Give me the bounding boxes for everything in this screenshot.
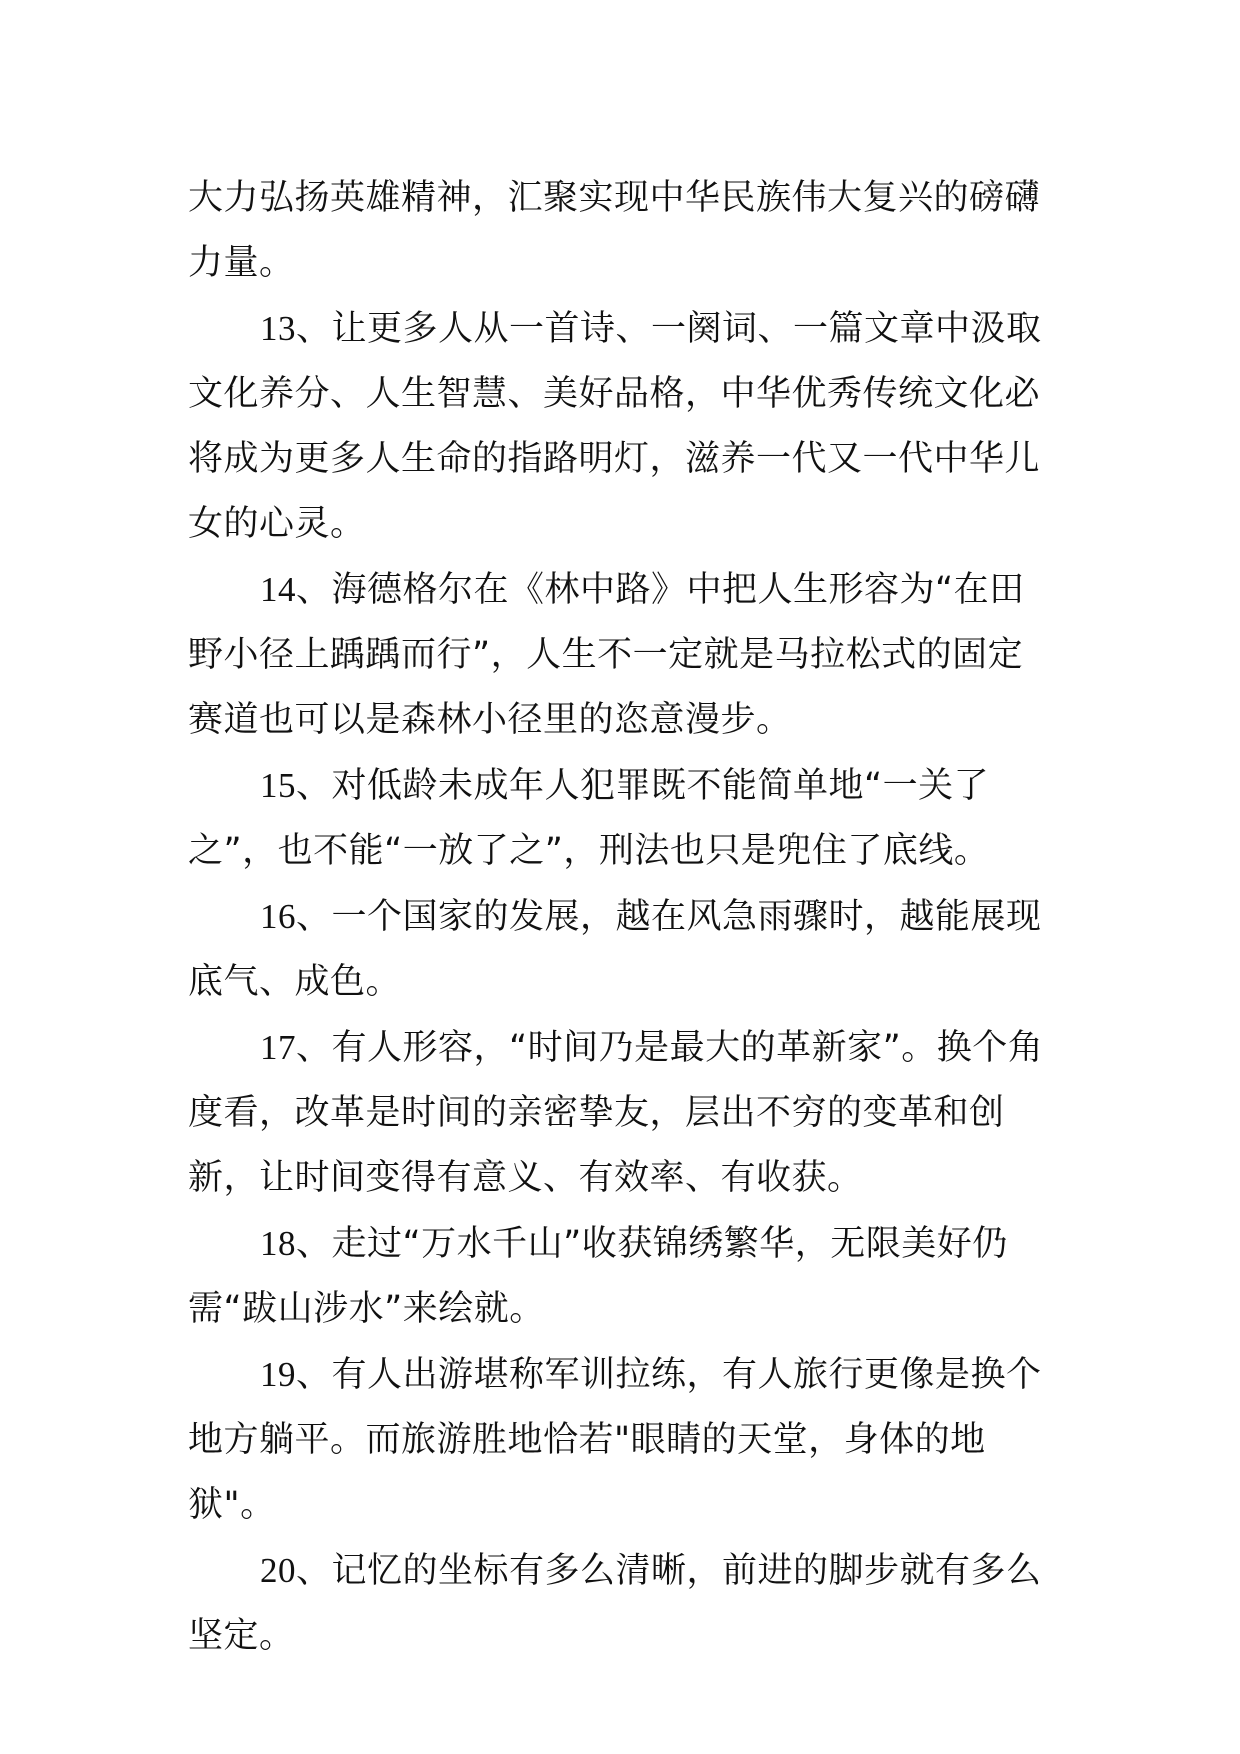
paragraph-number: 17 (260, 1028, 296, 1067)
paragraph-text: 、海德格尔在《林中路》中把人生形容为“在田野小径上踽踽而行”，人生不一定就是马拉松式的固定赛道也可以是森林小径里的恣意漫步。 (188, 570, 1025, 740)
paragraph-number: 20 (260, 1551, 296, 1590)
paragraph-text: 、走过“万水千山”收获锦绣繁华，无限美好仍需“跋山涉水”来绘就。 (188, 1224, 1008, 1329)
paragraph-text: 大力弘扬英雄精神，汇聚实现中华民族伟大复兴的磅礴力量。 (188, 178, 1041, 283)
numbered-paragraph (188, 1015, 1058, 1211)
paragraph-text: 、有人形容，“时间乃是最大的革新家”。换个角度看，改革是时间的亲密挚友，层出不穷的变革和创新，让时间变得有意义、有效率、有收获。 (188, 1028, 1044, 1198)
paragraph-text: 、一个国家的发展，越在风急雨骤时，越能展现底气、成色。 (188, 897, 1042, 1002)
numbered-paragraph (188, 753, 1058, 884)
numbered-paragraph (188, 1211, 1058, 1342)
numbered-paragraph (188, 1538, 1058, 1669)
paragraph-number: 16 (260, 897, 296, 936)
numbered-paragraph (188, 296, 1058, 557)
numbered-paragraph (188, 557, 1058, 753)
numbered-paragraph (188, 1342, 1058, 1538)
paragraph-number: 15 (260, 766, 296, 805)
paragraph (188, 166, 1058, 296)
numbered-paragraph (188, 884, 1058, 1015)
paragraph-number: 14 (260, 570, 296, 609)
paragraph-text: 、让更多人从一首诗、一阕词、一篇文章中汲取文化养分、人生智慧、美好品格，中华优秀传统文化必将成为更多人生命的指路明灯，滋养一代又一代中华儿女的心灵。 (188, 309, 1042, 544)
paragraph-text: 、对低龄未成年人犯罪既不能简单地“一关了之”，也不能“一放了之”，刑法也只是兜住了底线。 (188, 766, 990, 871)
paragraph-number: 13 (260, 309, 296, 348)
paragraph-text: 、有人出游堪称军训拉练，有人旅行更像是换个地方躺平。而旅游胜地恰若"眼睛的天堂，身体的地狱"。 (188, 1355, 1042, 1525)
document-body (188, 166, 1058, 1669)
paragraph-number: 18 (260, 1224, 296, 1263)
paragraph-text: 、记忆的坐标有多么清晰，前进的脚步就有多么坚定。 (188, 1551, 1042, 1656)
paragraph-number: 19 (260, 1355, 296, 1394)
